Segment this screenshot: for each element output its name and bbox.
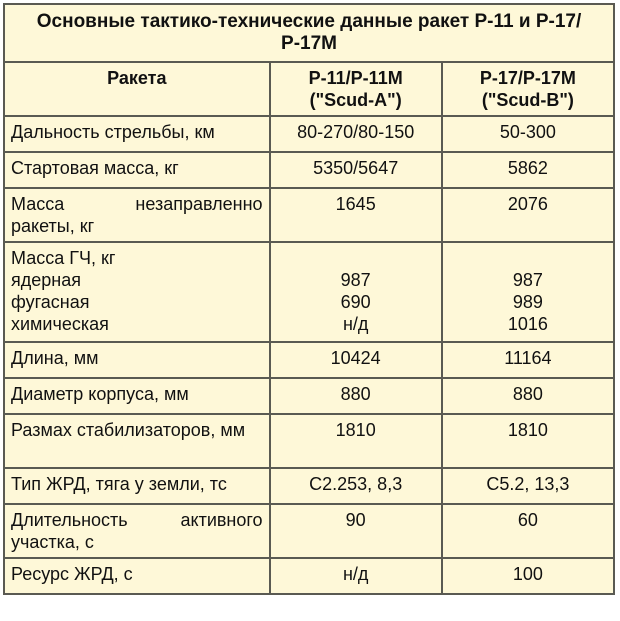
title-row	[4, 4, 614, 62]
table-row	[4, 378, 614, 414]
row-label: Тип ЖРД, тяга у земли, тс	[4, 468, 270, 504]
warhead-nuclear-r17: 987	[512, 270, 543, 290]
cell-r11: 5350/5647	[270, 152, 442, 188]
cell-r11: 880	[270, 378, 442, 414]
cell-r17: 11164	[442, 342, 614, 378]
header-r11-name: Р-11/Р-11М	[308, 68, 403, 88]
warhead-nuclear-label: ядерная	[11, 270, 81, 290]
cell-r11: 1810	[270, 414, 442, 468]
row-label: Ресурс ЖРД, с	[4, 558, 270, 594]
header-r11	[270, 62, 442, 116]
cell-r17	[442, 242, 614, 342]
row-label: Масса незаправленно ракеты, кг	[4, 188, 270, 242]
table-row	[4, 558, 614, 594]
table-title: Основные тактико-технические данные ракет Р-11 и Р-17/ Р-17М	[4, 4, 614, 62]
warhead-he-r17: 989	[512, 292, 543, 312]
cell-r17: 60	[442, 504, 614, 558]
table-row	[4, 468, 614, 504]
header-r17	[442, 62, 614, 116]
cell-r17: 5862	[442, 152, 614, 188]
warhead-he-r11: 690	[340, 292, 371, 312]
header-r11-code: ("Scud-A")	[309, 90, 402, 110]
warhead-label: Масса ГЧ, кг	[11, 248, 116, 268]
header-r17-name: Р-17/Р-17М	[479, 68, 576, 88]
cell-r17: С5.2, 13,3	[442, 468, 614, 504]
cell-r17: 50-300	[442, 116, 614, 152]
cell-r11: н/д	[270, 558, 442, 594]
cell-r17: 880	[442, 378, 614, 414]
table-row	[4, 188, 614, 242]
header-r17-code: ("Scud-B")	[481, 90, 574, 110]
row-label: Длина, мм	[4, 342, 270, 378]
row-label: Стартовая масса, кг	[4, 152, 270, 188]
specs-table-container	[3, 3, 615, 595]
cell-r17: 1810	[442, 414, 614, 468]
warhead-chem-r11: н/д	[342, 314, 369, 334]
cell-r11: 1645	[270, 188, 442, 242]
cell-r11	[270, 242, 442, 342]
header-row	[4, 62, 614, 116]
row-label: Диаметр корпуса, мм	[4, 378, 270, 414]
row-label: Размах стабилизаторов, мм	[4, 414, 270, 468]
table-row	[4, 414, 614, 468]
cell-r17: 100	[442, 558, 614, 594]
cell-r11: 10424	[270, 342, 442, 378]
row-label: Длительность активного участка, с	[4, 504, 270, 558]
specs-table	[3, 3, 615, 595]
row-label-warhead	[4, 242, 270, 342]
warhead-nuclear-r11: 987	[340, 270, 371, 290]
cell-r17: 2076	[442, 188, 614, 242]
warhead-chem-r17: 1016	[507, 314, 548, 334]
table-row	[4, 342, 614, 378]
cell-r11: С2.253, 8,3	[270, 468, 442, 504]
warhead-chem-label: химическая	[11, 314, 109, 334]
table-row	[4, 504, 614, 558]
header-rocket: Ракета	[4, 62, 270, 116]
table-row	[4, 242, 614, 342]
cell-r11: 90	[270, 504, 442, 558]
row-label: Дальность стрельбы, км	[4, 116, 270, 152]
warhead-he-label: фугасная	[11, 292, 90, 312]
table-row	[4, 116, 614, 152]
table-row	[4, 152, 614, 188]
cell-r11: 80-270/80-150	[270, 116, 442, 152]
